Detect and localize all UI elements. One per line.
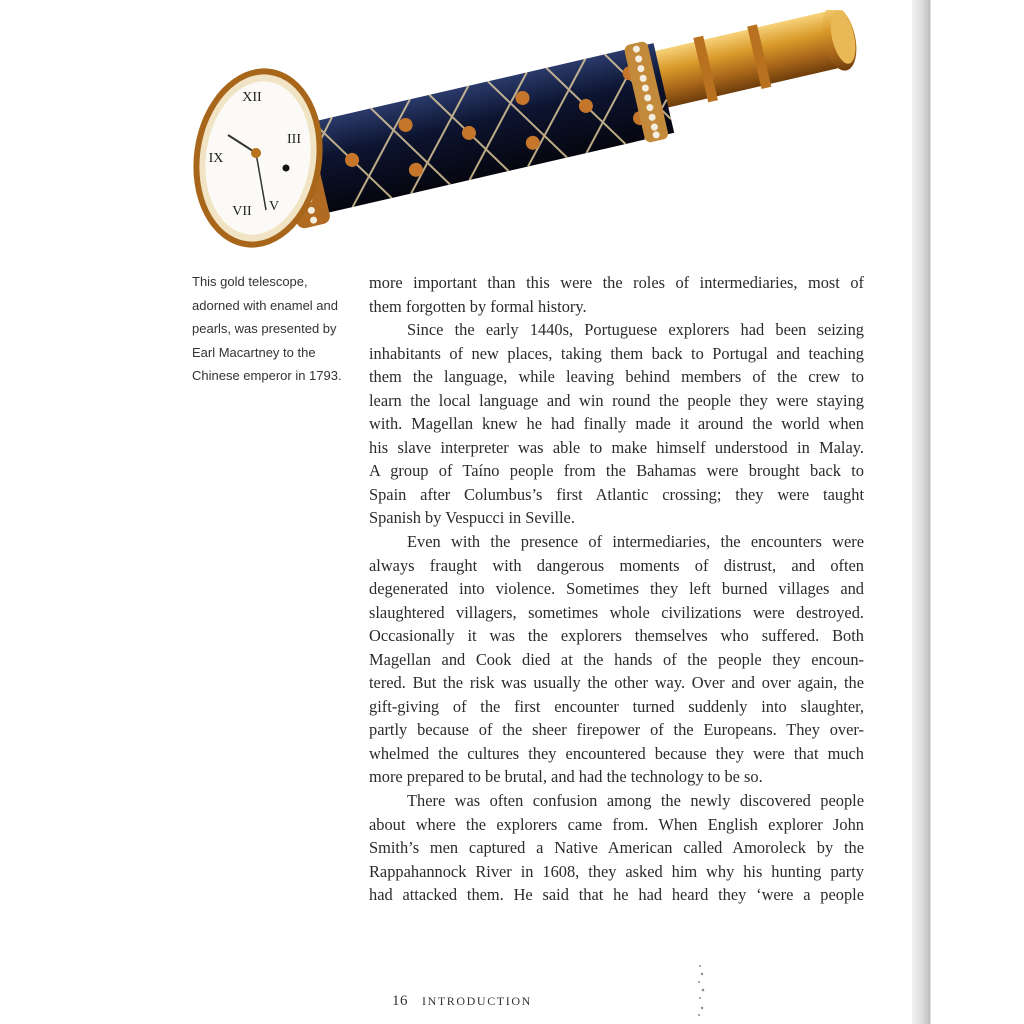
page-footer [392,993,532,1010]
text-line: about where the explorers came from. When English explorer John [369,814,864,834]
text-line: more important than this were the roles of intermediaries, most of [369,273,864,292]
caption-line: This gold telescope, [192,274,308,289]
text-line: gift-giving of the first encounter turned suddenly into slaughter, [369,696,864,716]
text-line: his slave interpreter was able to make himself understood in Malay. [369,437,864,457]
svg-text:V: V [268,199,280,214]
text-line: them the language, while leaving behind members of the crew to [369,367,864,387]
text-line: Even with the presence of intermediaries, the encounters were [407,532,864,552]
page-number: 16 [392,993,408,1009]
caption-line: pearls, was presented by [192,321,337,337]
svg-text:VII: VII [232,204,252,219]
text-line: slaughtered villagers, sometimes whole civilizations were destroyed. [369,602,864,622]
text-line: them forgotten by formal history. [369,296,587,316]
text-line: Rappahannock River in 1608, they asked him why his hunting party [369,861,864,881]
telescope-photo [190,10,880,250]
svg-text:IX: IX [208,151,224,166]
text-line: A group of Taíno people from the Bahamas were brought back to [369,461,864,481]
text-line: tered. But the risk was usually the other way. Over and over again, the [369,673,864,693]
text-line: Since the early 1440s, Portuguese explorers had been seizing [407,320,864,340]
svg-text:III: III [287,132,301,147]
caption-line: Chinese emperor in 1793. [192,368,342,384]
text-line: Magellan and Cook died at the hands of the people they encoun- [369,649,864,669]
svg-text:XII: XII [242,90,262,105]
text-line: degenerated into violence. Sometimes they left burned villages and [369,579,864,599]
text-line: whelmed the cultures they encountered because they were that much [369,743,864,763]
text-line: There was often confusion among the newly discovered people [407,791,864,811]
text-line: Spain after Columbus’s first Atlantic crossing; they were taught [369,484,864,504]
text-line: learn the local language and win round the people they were staying [369,390,864,410]
text-line: always fraught with dangerous moments of distrust, and often [369,555,864,575]
text-line: Smith’s men captured a Native American called Amoroleck by the [369,838,864,858]
text-line: with. Magellan knew he had finally made it around the world when [369,414,864,434]
section-title: INTRODUCTION [422,994,532,1008]
figure-caption [192,270,352,388]
caption-line: Earl Macartney to the [192,344,316,360]
text-line: Spanish by Vespucci in Seville. [369,508,575,528]
text-line: partly because of the sheer firepower of the Europeans. They over- [369,720,864,740]
scan-artifact [694,960,708,1020]
text-line: had attacked them. He said that he had heard they ‘were a people [369,885,864,905]
text-line: inhabitants of new places, taking them back to Portugal and teaching [369,343,864,363]
caption-line: adorned with enamel and [192,297,338,313]
body-text [369,271,864,907]
text-line: Occasionally it was the explorers themselves who suffered. Both [369,626,864,646]
page-gutter-edge [912,0,1024,1024]
text-line: more prepared to be brutal, and had the technology to be so. [369,767,763,787]
